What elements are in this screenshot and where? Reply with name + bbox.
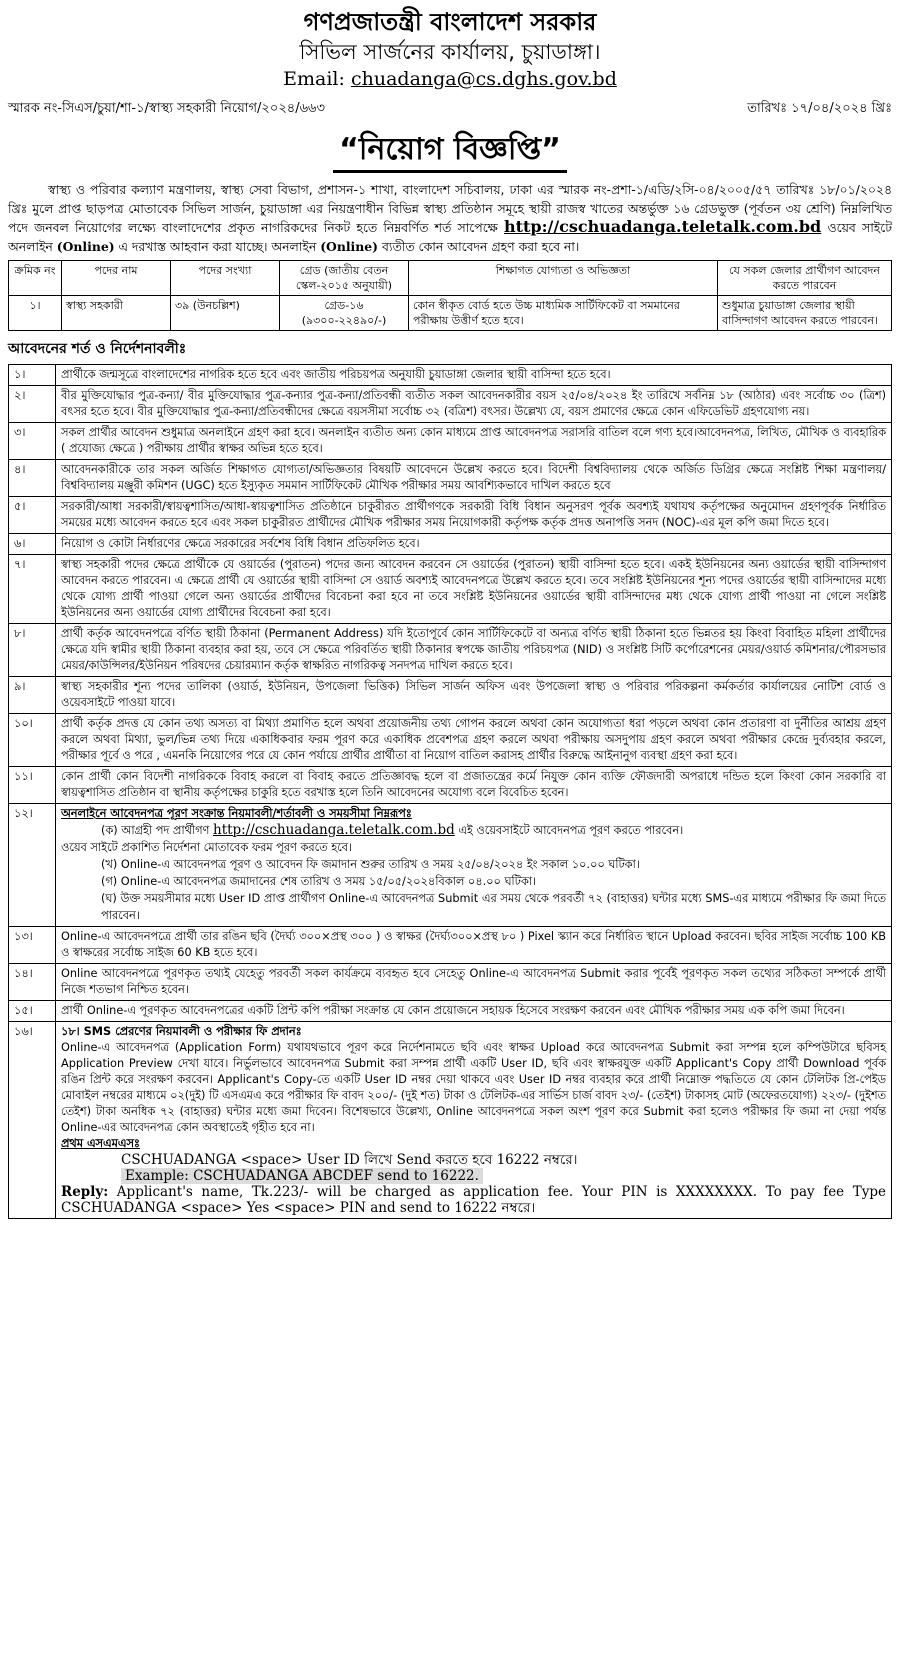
intro-paragraph — [8, 181, 892, 256]
rule-number: ১। — [9, 365, 56, 386]
intro-text-4: ব্যতীত কোন আবেদন গ্রহণ করা হবে না। — [381, 238, 580, 254]
rule-number: ১২। — [9, 804, 56, 927]
rule-text: আবেদনকারীকে তার সকল অর্জিত শিক্ষাগত যোগ্যতা/অভিজ্ঞতার বিষয়টি আবেদনে উল্লেখ করতে হবে। বিদেশী বিশ্ববিদ্যালয় থেকে অর্জিত ডিগ্রির ক্ষেত্রে সংশ্লিষ্ট শিক্ষা মন্ত্রণালয়/বিশ্ববিদ্যালয় মঞ্জুরী কমিশন (UGC) হতে ইস্যুকৃত সমমান সার্টিফিকেট মৌখিক পরীক্ষার সময় আবশ্যিকভাবে দাখিল করতে হবে — [56, 460, 892, 497]
email-label: Email: — [283, 68, 345, 90]
post-scale: (৯৩০০-২২৪৯০/-) — [301, 314, 387, 327]
header-post: পদের নাম — [62, 261, 171, 296]
rule-row — [9, 497, 892, 534]
memo-number: স্মারক নং-সিএস/চুয়া/শা-১/স্বাস্থ্য সহকারী নিয়োগ/২০২৪/৬৬৩ — [8, 101, 325, 116]
rule-number: ৫। — [9, 497, 56, 534]
email-address[interactable]: chuadanga@cs.dghs.gov.bd — [350, 68, 617, 90]
rule-number: ৩। — [9, 423, 56, 460]
rule-text: স্বাস্থ্য সহকারী পদের ক্ষেত্রে প্রার্থীকে যে ওয়ার্ডের (পুরাতন) পদের জন্য আবেদন করবেন সে ওয়ার্ডের (পুরাতন) স্থায়ী বাসিন্দা হতে হবে। একই ইউনিয়নের অন্য ওয়ার্ডের স্থায়ী বাসিন্দাগণ আবেদন করতে পারবেন। এ ক্ষেত্রে প্রার্থী যে ওয়ার্ডের স্থায়ী বাসিন্দা সে ওয়ার্ড অবশ্যই আবেদনপত্রে উল্লেখ করতে হবে। তবে সংশ্লিষ্ট ইউনিয়নের শূন্য পদের ওয়ার্ডের স্থায়ী বাসিন্দাদের মধ্যে থেকে যোগ্য প্রার্থী পাওয়া গেলে অন্য ওয়ার্ডের প্রার্থীদের বিবেচনা করা হবে না তবে সংশ্লিষ্ট ইউনিয়নের ওয়ার্ডের স্থায়ী বাসিন্দাদের মধ্য থেকে যোগ্য প্রার্থী পাওয়া না গেলে সংশ্লিষ্ট ইউনিয়নের অন্য ওয়ার্ডের যোগ্য প্রার্থীদের বিবেচনা করা হবে। — [56, 555, 892, 624]
rule-12-k — [61, 822, 886, 839]
intro-text-3: এ দরখাস্ত আহবান করা যাচ্ছে। অনলাইন — [118, 238, 317, 254]
sms-example: Example: CSCHUADANGA ABCDEF send to 16222. — [121, 1168, 483, 1184]
sms-example-wrap — [61, 1168, 886, 1184]
rule-12-gh: (ঘ) উক্ত সময়সীমার মধ্যে User ID প্রাপ্ত প্রার্থীগণ Online-এ আবেদনপত্র Submit এর সময় থেকে পরবর্তী ৭২ (বাহাত্তর) ঘন্টার মধ্যে SMS-এর মাধ্যমে পরীক্ষার ফি জমা দিতে পারবেন। — [101, 892, 886, 922]
reference-row — [8, 100, 892, 118]
rule-row — [9, 423, 892, 460]
rule-number: ৬। — [9, 534, 56, 555]
rule-row — [9, 534, 892, 555]
reply-text: Applicant's name, Tk.223/- will be charged as application fee. Your PIN is XXXXXXXX. To pay fee Type CSCHUADANGA <space> Yes <space> PIN and send to 16222 নম্বরে। — [61, 1184, 887, 1216]
rule-text: প্রার্থী কর্তৃক আবেদনপত্রে বর্ণিত স্থায়ী ঠিকানা (Permanent Address) যদি ইতোপূর্বে কোন সার্টিফিকেটে বা অন্যত্র বর্ণিত স্থায়ী ঠিকানা হতে ভিন্নতর হয় কিংবা বিবাহিত মহিলা প্রার্থীদের ক্ষেত্রে যদি স্বামীর স্থায়ী ঠিকানা ব্যবহার করা হয়, তবে সে ক্ষেত্রে পরিবর্তিত স্থায়ী ঠিকানার স্বপক্ষে জাতীয় পরিচয়পত্র (NID) ও সংশ্লিষ্ট সিটি কর্পোরেশনের মেয়র/ওয়ার্ড কমিশনার/পৌরসভার মেয়র/কাউন্সিলর/ইউনিয়ন পরিষদের চেয়ারম্যান কর্তৃক স্বাক্ষরিত নাগরিকত্ব সনদপত্র দাখিল করতে হবে। — [56, 624, 892, 677]
rule-row — [9, 677, 892, 714]
rule-number: ৯। — [9, 677, 56, 714]
reply-label: Reply: — [61, 1184, 109, 1200]
rule-text: সকল প্রার্থীর আবেদন শুধুমাত্র অনলাইনে গ্রহণ করা হবে। অনলাইন ব্যতীত অন্য কোন মাধ্যমে প্রাপ্ত আবেদনপত্র সরাসরি বাতিল বলে গণ্য হবে।আবেদনপত্র, লিখিত, মৌখিক ও ব্যবহারিক ( প্রযোজ্য ক্ষেত্রে ) পরীক্ষায় প্রার্থীর স্বাক্ষর অভিন্ন হতে হবে। — [56, 423, 892, 460]
posts-row — [9, 296, 892, 331]
rule-number: ১১। — [9, 767, 56, 804]
government-name: গণপ্রজাতন্ত্রী বাংলাদেশ সরকার — [303, 8, 597, 36]
title-wrap — [8, 130, 892, 173]
posts-table — [8, 260, 892, 331]
intro-online-1: (Online) — [56, 238, 115, 254]
rule-row-16 — [9, 1022, 892, 1219]
intro-online-2: (Online) — [320, 238, 379, 254]
rule-text: Online-এ আবেদনপত্রে প্রার্থী তার রঙিন ছবি (দৈর্ঘ্য ৩০০×প্রস্থ ৩০০ ) ও স্বাক্ষর (দৈর্ঘ্য৩০০×প্রস্থ ৮০ ) Pixel স্ক্যান করে নির্ধারিত স্থানে Upload করবেন। ছবির সাইজ সর্বোচ্চ 100 KB ও স্বাক্ষরের সর্বোচ্চ সাইজ 60 KB হতে হবে। — [56, 927, 892, 964]
rule-12-k-suffix: এই ওয়েবসাইটে আবেদনপত্র পূরণ করতে পারবেন। — [458, 824, 684, 837]
notice-page — [8, 0, 892, 1219]
rule-number: ১৬। — [9, 1022, 56, 1219]
notice-date: তারিখঃ ১৭/০৪/২০২৪ খ্রিঃ — [747, 101, 892, 116]
rule-row — [9, 767, 892, 804]
rule-number: ১০। — [9, 714, 56, 767]
post-serial: ১। — [9, 296, 62, 331]
rule-16-content — [56, 1022, 892, 1219]
rule-12-content — [56, 804, 892, 927]
posts-header-row — [9, 261, 892, 296]
post-grade-cell — [280, 296, 409, 331]
sms-instruction: CSCHUADANGA <space> User ID লিখে Send করতে হবে 16222 নম্বরে। — [121, 1152, 578, 1168]
rule-text: প্রার্থী কর্তৃক প্রদত্ত যে কোন তথ্য অসত্য বা মিথ্যা প্রমাণিত হলে অথবা প্রয়োজনীয় তথ্য গোপন করলে অথবা কোন অযোগ্যতা ধরা পড়লে অথবা কোন প্রতারণা বা দুর্নীতির আশ্রয় গ্রহণ করলে অথবা মিথ্যা, ভুল/ভিন্ন তথ্য দিয়ে একাধিকবার ফরম পূরণ করে একাধিক প্রবেশপত্র গ্রহণ করলে অথবা পরীক্ষায় অসদুপায় গ্রহণ করলে অথবা পরীক্ষার কেন্দ্রে দুর্ব্যবহার করলে, পরীক্ষার পূর্বে ও পরে , এমনকি নিয়োগের পরে যে কোন পর্যায়ে প্রার্থীর প্রার্থীতা বা নিয়োগ বাতিল করাসহ প্রার্থীর বিরুদ্ধে আইনানুগ ব্যবস্থা গ্রহণ করা হবে। — [56, 714, 892, 767]
header-qualification: শিক্ষাগত যোগ্যতা ও অভিজ্ঞতা — [409, 261, 718, 296]
rule-12-heading: অনলাইনে আবেদনপত্র পূরণ সংক্রান্ত নিয়মাবলী/শর্তাবলী ও সময়সীমা নিম্নরূপঃ — [61, 807, 412, 820]
rules-list-a — [9, 365, 892, 804]
header-grade: গ্রেড (জাতীয় বেতন স্কেল-২০১৫ অনুযায়ী) — [280, 261, 409, 296]
intro-website-link[interactable]: http://cschuadanga.teletalk.com.bd — [503, 217, 822, 236]
rule-row — [9, 386, 892, 423]
conditions-heading: আবেদনের শর্ত ও নির্দেশনাবলীঃ — [8, 341, 187, 357]
rule-number: ৭। — [9, 555, 56, 624]
rule-text: কোন প্রার্থী কোন বিদেশী নাগরিককে বিবাহ করলে বা বিবাহ করতে প্রতিজ্ঞাবদ্ধ হলে বা প্রজাতন্ত্রের কর্মে নিযুক্ত কোন ব্যক্তি ফৌজদারী অপরাধে দন্ডিত হলে কিংবা কোন সরকারি বা স্বায়ত্বশাসিত প্রতিষ্ঠান বা স্থানীয় কর্তৃপক্ষের চাকুরি হতে বরখাস্ত হলে তিনি আবেদনের অযোগ্য বলে বিবেচিত হবেন। — [56, 767, 892, 804]
rule-12-k-prefix: (ক) আগ্রহী পদ প্রার্থীগণ — [101, 824, 210, 837]
rule-text: সরকারী/আধা সরকারী/স্বায়ত্বশাসিত/আধা-স্বায়ত্বশাসিত প্রতিষ্ঠানে চাকুরীরত প্রার্থীগণকে সরকারী বিধি বিধান অনুসরণ পূর্বক অবশ্যই যথাযথ কর্তৃপক্ষের অনুমোদন গ্রহণপূর্বক নির্ধারিত সময়ের মধ্যে আবেদন করতে হবে এবং সকল চাকুরীরত প্রার্থীদের মৌখিক পরীক্ষার সময় নিয়োগকারী কর্তৃপক্ষ কর্তৃক প্রদত্ত অনাপত্তি সনদ (NOC)-এর মূল কপি জমা দিতে হবে। — [56, 497, 892, 534]
rule-text: স্বাস্থ্য সহকারীর শূন্য পদের তালিকা (ওয়ার্ড, ইউনিয়ন, উপজেলা ভিত্তিক) সিভিল সার্জন অফিস এবং উপজেলা স্বাস্থ্য ও পরিবার পরিকল্পনা কর্মকর্তার কার্যালয়ের নোটিশ বোর্ড ও ওয়েবসাইটে পাওয়া যাবে। — [56, 677, 892, 714]
rule-16-body: Online-এ আবেদনপত্র (Application Form) যথাযথভাবে পূরণ করে নির্দেশনামতে ছবি এবং স্বাক্ষর Upload করে আবেদনপত্র Submit করা সম্পন্ন হলে কম্পিউটারে ছবিসহ Application Preview দেখা যাবে। নির্ভুলভাবে আবেদনপত্র Submit করা সম্পন্ন প্রার্থী একটি User ID, ছবি এবং স্বাক্ষরযুক্ত একটি Applicant's Copy প্রার্থী Download পূর্বক রঙিন প্রিন্ট করে সংরক্ষণ করবেন। Applicant's Copy-তে একটি User ID নম্বর দেয়া থাকবে এবং User ID নম্বর ব্যবহার করে প্রার্থী নিম্নোক্ত পদ্ধতিতে যে কোন টেলিটক প্রি-পেইড মোবাইল নম্বরের মাধ্যমে ০২(দুই) টি এসএমএ করে পরীক্ষার ফি বাবদ ২০০/- (দুই শত) টাকা ও টেলিটক-এর সার্ভিস চার্জ বাবদ ২৩/- (তেইশ) টাকাসহ মোট (অফেরতযোগ্য) ২২৩/- (দুইশত তেইশ) টাকা অনধিক ৭২ (বাহাত্তর) ঘন্টার মধ্যে জমা দিবেন। বিশেষভাবে উল্লেখ্য, Online আবেদনপত্রে সকল অংশ পূরণ করে Submit করা হলেও পরীক্ষার ফি জমা না দেয়া পর্যন্ত Online-এর আবেদনপত্র কোন অবস্থাতেই গৃহীত হবে না। — [61, 1041, 886, 1134]
rule-text: Online আবেদনপত্রে পূরণকৃত তথ্যই যেহেতু পরবর্তী সকল কার্যক্রমে ব্যবহৃত হবে সেহেতু Online-এ আবেদনপত্র Submit করার পূর্বেই পূরণকৃত সকল তথ্যের সঠিকতা সম্পর্কে প্রার্থী নিজে শতভাগ নিশ্চিত হবেন। — [56, 964, 892, 1001]
rule-text: প্রার্থীকে জন্মসূত্রে বাংলাদেশের নাগরিক হতে হবে এবং জাতীয় পরিচয়পত্র অনুযায়ী চুয়াডাঙ্গা জেলার স্থায়ী বাসিন্দা হতে হবে। — [56, 365, 892, 386]
email-line — [8, 66, 892, 92]
post-grade: গ্রেড-১৬ — [324, 299, 364, 312]
rule-row — [9, 714, 892, 767]
rule-text: নিয়োগ ও কোটা নির্ধারণের ক্ষেত্রে সরকারের সর্বশেষ বিধি বিধান প্রতিফলিত হবে। — [56, 534, 892, 555]
sms-reply — [61, 1184, 886, 1216]
rule-number: ১৫। — [9, 1001, 56, 1022]
post-name: স্বাস্থ্য সহকারী — [62, 296, 171, 331]
rule-row-12 — [9, 804, 892, 927]
notice-title: “নিয়োগ বিজ্ঞপ্তি” — [333, 130, 567, 173]
intro-text-2: ওয়েব সাইটে অনলাইন — [8, 220, 892, 254]
rule-row — [9, 365, 892, 386]
rule-row — [9, 1001, 892, 1022]
post-count: ৩৯ (উনচল্লিশ) — [171, 296, 280, 331]
first-sms-label: প্রথম এসএমএসঃ — [61, 1137, 140, 1150]
rule-number: ১৩। — [9, 927, 56, 964]
post-qualification: কোন স্বীকৃত বোর্ড হতে উচ্চ মাধ্যমিক সার্টিফিকেট বা সমমানের পরীক্ষায় উত্তীর্ণ হতে হবে। — [409, 296, 718, 331]
rule-12-g: (গ) Online-এ আবেদনপত্র জমাদানের শেষ তারিখ ও সময় ১৫/০৫/২০২৪বিকাল ০৪.০০ ঘটিকা। — [101, 875, 537, 888]
header-count: পদের সংখ্যা — [171, 261, 280, 296]
rules-table — [8, 364, 892, 1219]
rule-row — [9, 555, 892, 624]
intro-text-1: স্বাস্থ্য ও পরিবার কল্যাণ মন্ত্রণালয়, স্বাস্থ্য সেবা বিভাগ, প্রশাসন-১ শাখা, বাংলাদেশ সচিবালয়, ঢাকা এর স্মারক নং-প্রশা-১/এডি/২সি-০৪/২০০৫/৫৭ তারিখঃ ১৮/০১/২০২৪ খ্রিঃ মুলে প্রাপ্ত ছাড়পত্র মোতাবেক সিভিল সার্জন, চুয়াডাঙ্গা এর নিয়ন্ত্রণাধীন বিভিন্ন স্বাস্থ্য প্রতিষ্ঠান সমূহে স্থায়ী রাজস্ব খাতের অন্তর্ভুক্ত ১৬ গ্রেডভুক্ত (পূর্বতন ৩য় শ্রেণি) নিম্নলিখিত পদে জনবল নিয়োগের লক্ষ্যে বাংলাদেশের প্রকৃত নাগরিকদের নিকট হতে নিম্নবর্ণিত শর্ত সাপেক্ষে — [8, 182, 892, 235]
rule-text: বীর মুক্তিযোদ্ধার পুত্র-কন্যা/ বীর মুক্তিযোদ্ধার পুত্র-কন্যার পুত্র-কন্যা/প্রতিবন্ধী ব্যতীত সকল আবেদনকারীর বয়স ২৫/০৪/২০২৪ ইং তারিখে সর্বনিম্ন ১৮ (আঠার) এবং সর্বোচ্চ ৩০ (ত্রিশ) বৎসর হতে হবে। বীর মুক্তিযোদ্ধার পুত্র-কন্যা/প্রতিবন্ধীদের ক্ষেত্রে বয়সসীমা সর্বোচ্চ ৩২ (বত্রিশ) বৎসর। উল্লেখ্য যে, বয়স প্রমাণের ক্ষেত্রে কোন এফিডেভিট গ্রহণযোগ্য নয়। — [56, 386, 892, 423]
header-serial: ক্রমিক নং — [9, 261, 62, 296]
office-name: সিভিল সার্জনের কার্যালয়, চুয়াডাঙ্গা। — [299, 40, 601, 64]
rule-number: ১৪। — [9, 964, 56, 1001]
rule-number: ৮। — [9, 624, 56, 677]
rule-16-heading: ১৮। SMS প্রেরণের নিয়মাবলী ও পরীক্ষার ফি প্রদানঃ — [61, 1025, 302, 1038]
rules-list-b — [9, 927, 892, 1022]
rule-row — [9, 964, 892, 1001]
rule-number: ৪। — [9, 460, 56, 497]
rule-row — [9, 624, 892, 677]
rule-12-kh: (খ) Online-এ আবেদনপত্র পূরণ ও আবেদন ফি জমাদান শুরুর তারিখ ও সময় ২৫/০৪/২০২৪ ইং সকাল ১০.০০ ঘটিকা। — [101, 858, 640, 871]
rule-row — [9, 460, 892, 497]
rule-12-k-line2: ওয়েব সাইটে প্রকাশিত নির্দেশনা মোতাবেক ফরম পূরণ করতে হবে। — [61, 841, 352, 854]
header-district: যে সকল জেলার প্রার্থীগণ আবেদন করতে পারবেন — [718, 261, 892, 296]
rule-row — [9, 927, 892, 964]
rule-number: ২। — [9, 386, 56, 423]
post-district: শুধুমাত্র চুয়াডাঙ্গা জেলার স্থায়ী বাসিন্দাগণ আবেদন করতে পারবেন। — [718, 296, 892, 331]
rule-12-website-link[interactable]: http://cschuadanga.teletalk.com.bd — [213, 822, 455, 838]
rule-text: প্রার্থী Online-এ পূরণকৃত আবেদনপত্রের একটি প্রিন্ট কপি পরীক্ষা সংক্রান্ত যে কোন প্রয়োজনে সহায়ক হিসেবে সংরক্ষণ করবেন এবং মৌখিক পরীক্ষার সময় এক কপি জমা দিবেন। — [56, 1001, 892, 1022]
